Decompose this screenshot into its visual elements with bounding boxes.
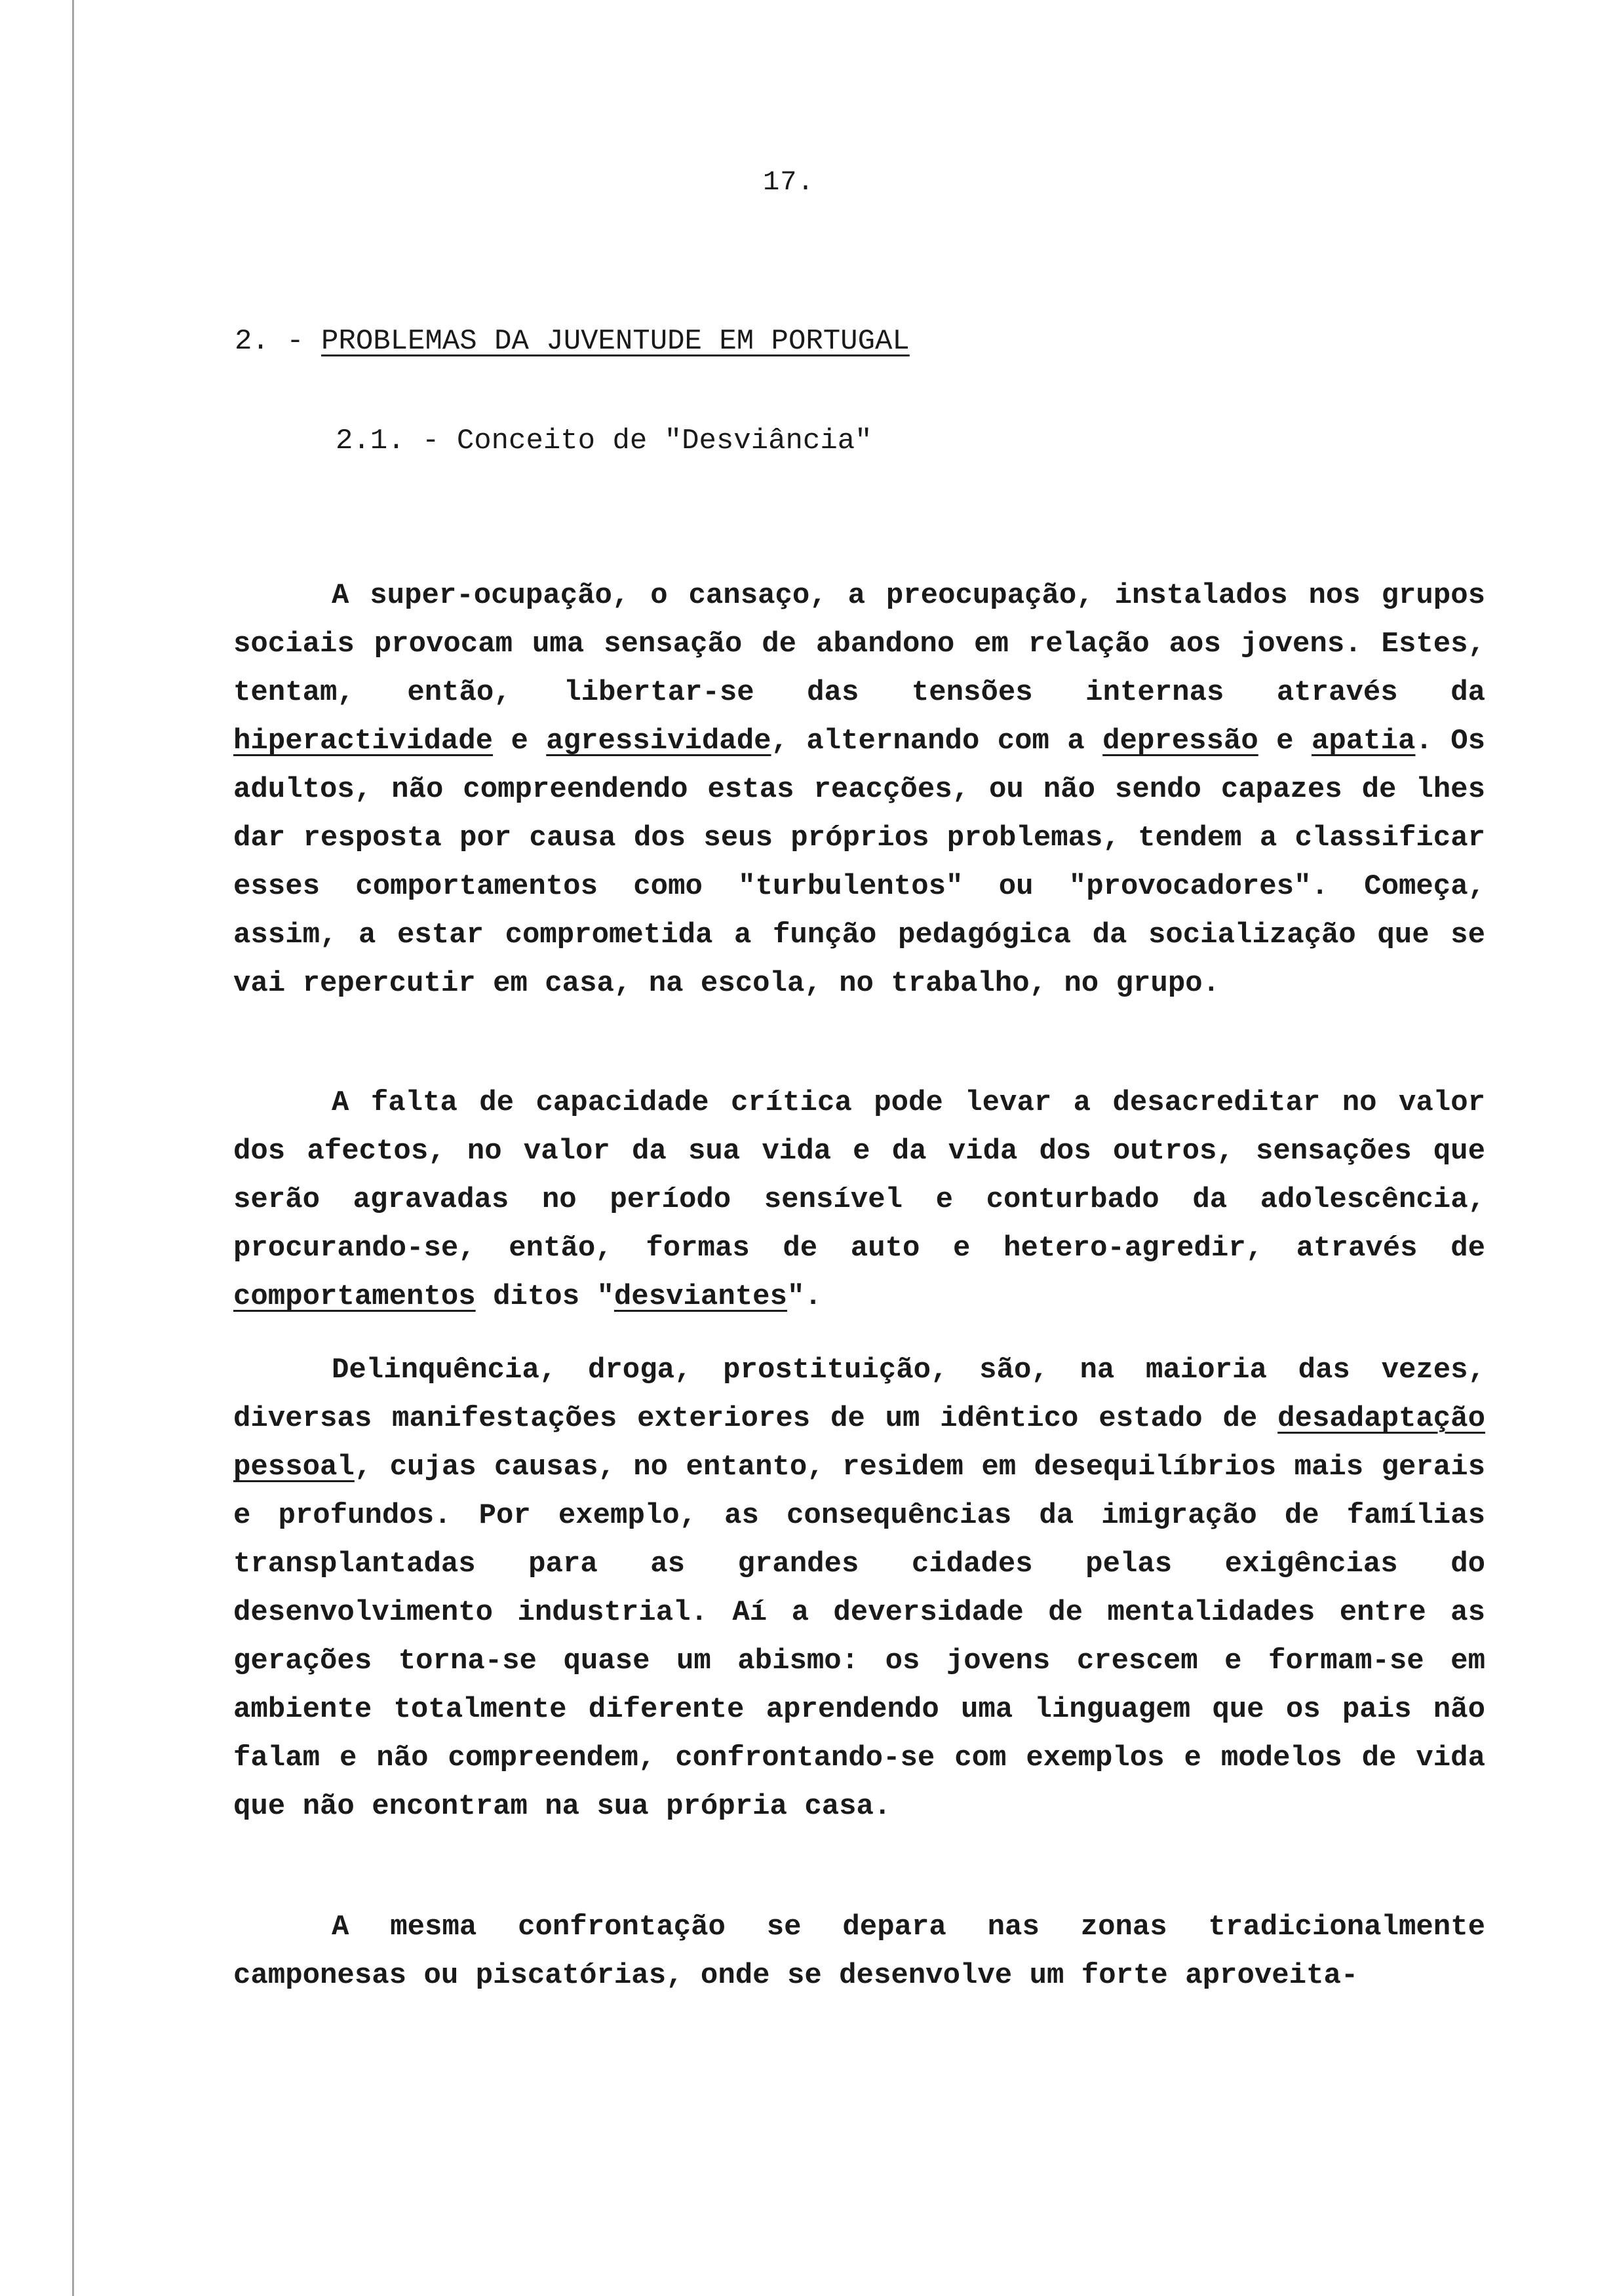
paragraph-text: , alternando com a <box>771 725 1103 757</box>
underlined-term: apatia <box>1311 725 1416 757</box>
paragraph-1 <box>233 571 1485 1008</box>
underlined-term: desviantes <box>613 1280 787 1313</box>
paragraph-text: A falta de capacidade crítica pode levar a desacreditar no valor dos afectos, no valor da sua vida e da vida dos outros, sensações que serão agravadas no período sensível e conturbado da adolescência, procurando-se, então, formas de auto e hetero-agredir, através de <box>233 1086 1485 1265</box>
paragraph-text: e <box>493 725 547 757</box>
paragraph-text: A mesma confrontação se depara nas zonas tradicionalmente camponesas ou piscatórias, onde se desenvolve um forte aproveita- <box>233 1911 1485 1992</box>
paragraph-text: . Os adultos, não compreendendo estas reacções, ou não sendo capazes de lhes dar resposta por causa dos seus próprios problemas, tendem a classificar esses comportamentos como "turbulentos" ou "provocadores". Começa, assim, a estar comprometida a função pedagógica da socialização que se vai repercutir em casa, na escola, no trabalho, no grupo. <box>233 725 1486 1000</box>
paragraph-text: ". <box>787 1280 822 1313</box>
page-number: 17. <box>763 166 815 198</box>
paragraph-text: Delinquência, droga, prostituição, são, na maioria das vezes, diversas manifestações exteriores de um idêntico estado de <box>233 1354 1485 1435</box>
paragraph-text: A super-ocupação, o cansaço, a preocupação, instalados nos grupos sociais provocam uma sensação de abandono em relação aos jovens. Estes, tentam, então, libertar-se das tensões internas através da <box>233 579 1485 709</box>
section-heading <box>235 325 910 358</box>
subsection-heading: 2.1. - Conceito de "Desviância" <box>336 425 872 457</box>
paragraph-text: , cujas causas, no entanto, residem em desequilíbrios mais gerais e profundos. Por exemplo, as consequências da imigração de famílias transplantadas para as grandes cidades pelas exigências do desenvolvimento industrial. Aí a deversidade de mentalidades entre as gerações torna-se quase um abismo: os jovens crescem e formam-se em ambiente totalmente diferente aprendendo uma linguagem que os pais não falam e não compreendem, confrontando-se com exemplos e modelos de vida que não encontram na sua própria casa. <box>233 1451 1485 1823</box>
section-heading-title: PROBLEMAS DA JUVENTUDE EM PORTUGAL <box>321 325 910 358</box>
paragraph-text: e <box>1258 725 1312 757</box>
section-heading-prefix: 2. - <box>235 325 322 358</box>
underlined-term: depressão <box>1102 725 1258 757</box>
underlined-term: hiperactividade <box>233 725 494 757</box>
binding-edge <box>72 0 74 2296</box>
underlined-term: desadaptação pessoal <box>233 1402 1485 1483</box>
paragraph-3 <box>233 1346 1485 1831</box>
paragraph-text: ditos " <box>475 1280 614 1313</box>
underlined-term: comportamentos <box>233 1280 476 1313</box>
underlined-term: agressividade <box>546 725 771 757</box>
paragraph-2 <box>233 1079 1485 1321</box>
paragraph-4 <box>233 1903 1485 2000</box>
